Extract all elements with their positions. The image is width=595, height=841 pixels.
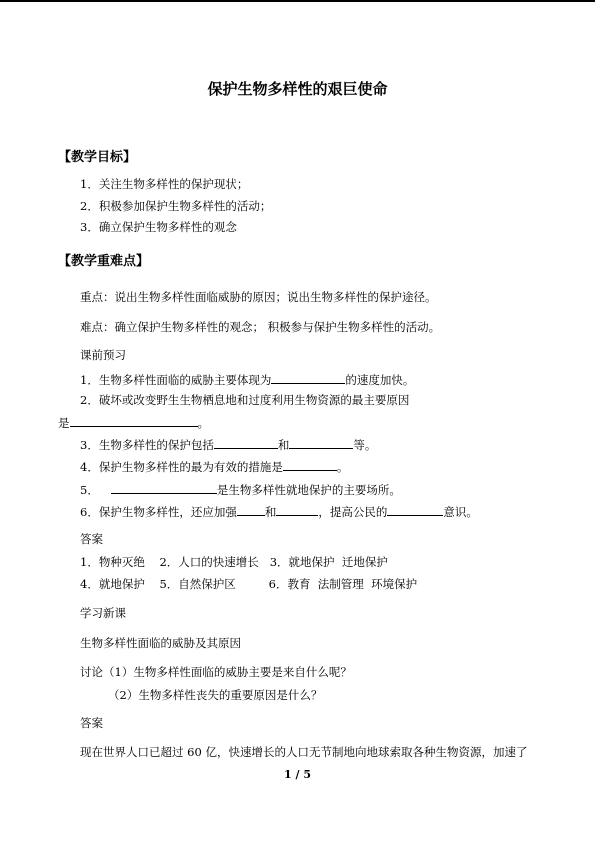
q6-text-b: 和 [264,505,277,519]
q2-text-c: 。 [197,416,209,430]
page-number: 1 / 5 [284,768,311,781]
preview-question-2: 2．破坏或改变野生生物栖息地和过度利用生物资源的最主要原因 [80,393,410,407]
answer-blank[interactable] [111,481,217,494]
q3-text-a: 3．生物多样性的保护包括 [80,438,214,452]
preview-question-1 [80,371,414,387]
answer-blank[interactable] [271,371,345,384]
q3-text-c: 等。 [353,438,377,452]
objective-item-3: 3．确立保护生物多样性的观念 [80,220,237,234]
answer-paragraph: 现在世界人口已超过 60 亿，快速增长的人口无节制地向地球索取各种生物资源，加速了 [80,745,528,759]
answers-row-1: 1．物种灭绝 2．人口的快速增长 3．就地保护 迁地保护 [80,555,388,569]
preview-question-5 [80,481,401,497]
document-title: 保护生物多样性的艰巨使命 [207,80,388,98]
answer-blank[interactable] [237,503,265,516]
preview-question-3 [80,436,376,452]
answer-blank[interactable] [289,436,353,449]
section-heading-keypoints: 【教学重难点】 [58,254,150,269]
preview-question-2-cont [58,414,209,430]
q2-text-b: 是 [58,416,70,430]
answers-row-2: 4．就地保护 5．自然保护区 6．教育 法制管理 环境保护 [80,577,418,591]
discussion-question-2: （2）生物多样性丧失的重要原因是什么？ [108,688,323,702]
answer-blank[interactable] [214,436,278,449]
preview-label: 课前预习 [80,348,126,362]
q6-text-c: ，提高公民的 [318,505,388,519]
answers-label-1: 答案 [80,532,103,546]
objective-item-1: 1．关注生物多样性的保护现状； [80,177,249,191]
difficult-point: 难点：确立保护生物多样性的观念； 积极参与保护生物多样性的活动。 [80,320,441,334]
objective-item-2: 2．积极参加保护生物多样性的活动； [80,199,272,213]
answer-blank[interactable] [283,458,337,471]
key-point: 重点：说出生物多样性面临威胁的原因；说出生物多样性的保护途径。 [80,290,437,304]
q1-text-b: 的速度加快。 [345,373,415,387]
answer-blank[interactable] [70,414,198,427]
q5-text-a: 5． [80,483,99,497]
section-heading-objectives: 【教学目标】 [58,150,137,165]
header-rule [0,0,595,2]
q5-text-b: 是生物多样性就地保护的主要场所。 [216,483,401,497]
preview-question-6 [80,503,478,519]
q4-text-a: 4．保护生物多样性的最为有效的措施是 [80,460,283,474]
lesson-topic: 生物多样性面临的威胁及其原因 [80,636,241,650]
q1-text-a: 1．生物多样性面临的威胁主要体现为 [80,373,272,387]
answers-label-2: 答案 [80,716,103,730]
answer-blank[interactable] [276,503,318,516]
answer-blank[interactable] [387,503,443,516]
q4-text-b: 。 [336,460,349,474]
q3-text-b: 和 [277,438,290,452]
discussion-question-1: 讨论（1）生物多样性面临的威胁主要是来自什么呢？ [80,665,352,679]
preview-question-4 [80,458,348,474]
q6-text-a: 6．保护生物多样性，还应加强 [80,505,237,519]
new-lesson-label: 学习新课 [80,606,126,620]
q6-text-d: 意识。 [443,505,478,519]
